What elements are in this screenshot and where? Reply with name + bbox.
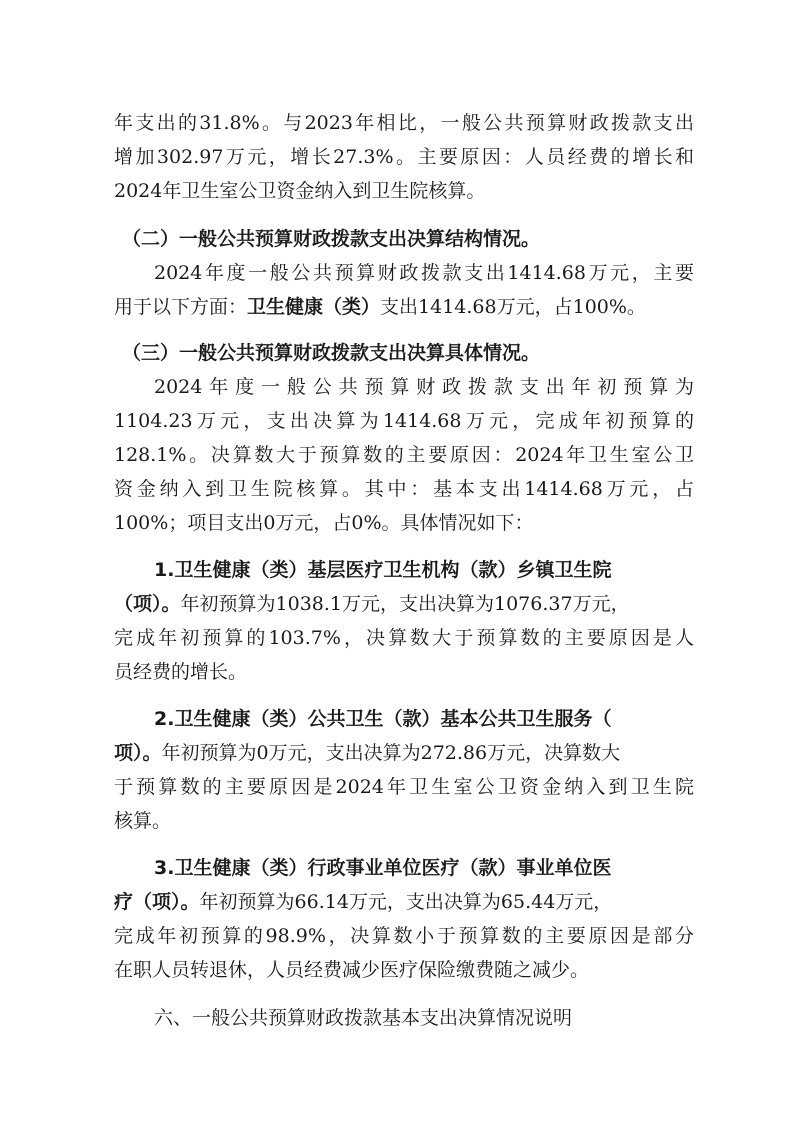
section-heading-3: （三）一般公共预算财政拨款支出决算具体情况。: [122, 342, 541, 364]
bold-category: 卫生健康（类）: [247, 296, 381, 318]
text-segment: 用于以下方面：: [114, 296, 248, 318]
item-heading-3: 3.卫生健康（类）行政事业单位医疗（款）事业单位医: [154, 857, 612, 879]
paragraph-line: [114, 293, 694, 321]
paragraph-line: 资金纳入到卫生院核算。其中：基本支出1414.68万元，占: [114, 478, 694, 500]
item-heading-3-cont: 疗（项）。: [114, 891, 200, 913]
section-heading-2: （二）一般公共预算财政拨款支出决算结构情况。: [122, 228, 541, 250]
section-heading-6: 六、一般公共预算财政拨款基本支出决算情况说明: [154, 1007, 573, 1029]
paragraph-line: 1104.23万元，支出决算为1414.68万元，完成年初预算的: [114, 410, 694, 432]
paragraph-line: 2024年卫生室公卫资金纳入到卫生院核算。: [114, 180, 486, 202]
paragraph-line: 在职人员转退休，人员经费减少医疗保险缴费随之减少。: [114, 959, 590, 981]
paragraph-line: 员经费的增长。: [114, 661, 248, 683]
item-heading-1-cont: （项）。: [114, 593, 181, 615]
item-heading-2: 2.卫生健康（类）公共卫生（款）基本公共卫生服务（: [154, 708, 612, 730]
paragraph-line: 增加302.97万元，增长27.3%。主要原因：人员经费的增长和: [114, 146, 694, 168]
text-segment: 支出1414.68万元，占100%。: [380, 296, 646, 318]
paragraph-line: [114, 739, 694, 767]
paragraph-line: 年支出的31.8%。与2023年相比，一般公共预算财政拨款支出: [114, 112, 694, 134]
paragraph-line: [114, 590, 694, 618]
item-heading-1: 1.卫生健康（类）基层医疗卫生机构（款）乡镇卫生院: [154, 559, 612, 581]
text-segment: 年初预算为0万元，支出决算为272.86万元，决算数大: [161, 742, 621, 764]
paragraph-line: 完成年初预算的98.9%，决算数小于预算数的主要原因是部分: [114, 925, 694, 947]
paragraph-line: 100%；项目支出0万元，占0%。具体情况如下：: [114, 512, 534, 534]
text-segment: 年初预算为1038.1万元，支出决算为1076.37万元，: [180, 593, 630, 615]
text-segment: 年初预算为66.14万元，支出决算为65.44万元，: [199, 891, 613, 913]
paragraph-line: 核算。: [114, 810, 172, 832]
paragraph-line: 完成年初预算的103.7%，决算数大于预算数的主要原因是人: [114, 627, 694, 649]
paragraph-line: 于预算数的主要原因是2024年卫生室公卫资金纳入到卫生院: [114, 776, 694, 798]
paragraph-line: [114, 888, 694, 916]
item-heading-2-cont: 项）。: [114, 742, 162, 764]
paragraph-line: 2024年度一般公共预算财政拨款支出年初预算为: [154, 376, 694, 398]
paragraph-line: 128.1%。决算数大于预算数的主要原因：2024年卫生室公卫: [114, 444, 694, 466]
paragraph-line: 2024年度一般公共预算财政拨款支出1414.68万元，主要: [154, 262, 694, 284]
